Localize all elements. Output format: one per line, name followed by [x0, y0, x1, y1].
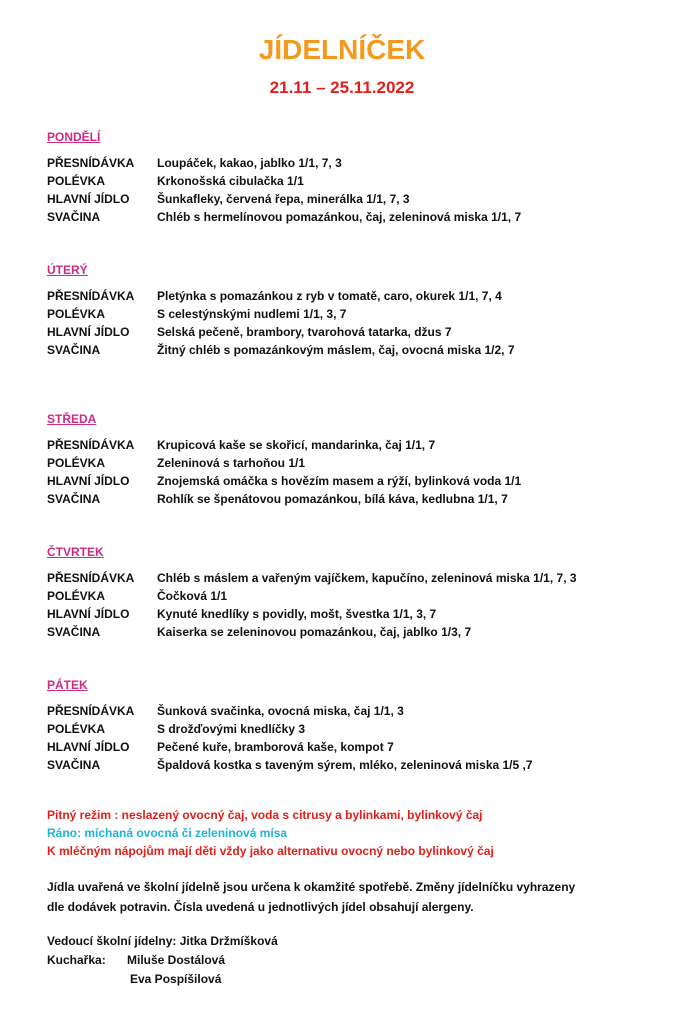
meal-label: SVAČINA [47, 758, 101, 772]
meal-dish: Chléb s máslem a vařeným vajíčkem, kapučíno, zeleninová miska 1/1, 7, 3 [157, 571, 577, 585]
meal-dish: Pletýnka s pomazánkou z ryb v tomatě, caro, okurek 1/1, 7, 4 [157, 289, 502, 303]
meal-dish: Čočková 1/1 [157, 589, 228, 603]
day-section-pondeli [47, 128, 667, 226]
meal-label: HLAVNÍ JÍDLO [47, 192, 130, 206]
day-section-patek [47, 676, 667, 774]
day-name: ÚTERÝ [47, 263, 88, 277]
meal-label: HLAVNÍ JÍDLO [47, 325, 130, 339]
meal-label: PŘESNÍDÁVKA [47, 571, 135, 585]
meal-label: PŘESNÍDÁVKA [47, 704, 135, 718]
milk-alternative-note: K mléčným nápojům mají děti vždy jako alternativu ovocný nebo bylinkový čaj [47, 844, 494, 858]
menu-row [47, 172, 667, 190]
meal-label: POLÉVKA [47, 456, 106, 470]
day-name: PONDĚLÍ [47, 130, 101, 144]
day-name: STŘEDA [47, 412, 97, 426]
drinking-regime-note: Pitný režim : neslazený ovocný čaj, voda s citrusy a bylinkami, bylinkový čaj [47, 808, 483, 822]
info-line: dle dodávek potravin. Čísla uvedená u jednotlivých jídel obsahují alergeny. [47, 900, 474, 914]
meal-dish: Selská pečeně, brambory, tvarohová tatarka, džus 7 [157, 325, 452, 339]
page-title: JÍDELNÍČEK [258, 34, 426, 65]
meal-dish: Zeleninová s tarhoňou 1/1 [157, 456, 306, 470]
meal-dish: Pečené kuře, bramborová kaše, kompot 7 [157, 740, 394, 754]
meal-label: POLÉVKA [47, 722, 106, 736]
menu-row [47, 623, 667, 641]
meal-label: HLAVNÍ JÍDLO [47, 740, 130, 754]
cook-name: Miluše Dostálová [127, 953, 226, 967]
meal-label: HLAVNÍ JÍDLO [47, 474, 130, 488]
menu-row [47, 756, 667, 774]
meal-label: PŘESNÍDÁVKA [47, 156, 135, 170]
cook-row [47, 951, 278, 970]
meal-dish: S drožďovými knedlíčky 3 [157, 722, 306, 736]
staff-block [47, 932, 278, 989]
meal-label: PŘESNÍDÁVKA [47, 289, 135, 303]
meal-label: HLAVNÍ JÍDLO [47, 607, 130, 621]
day-name: PÁTEK [47, 678, 88, 692]
meal-dish: Loupáček, kakao, jablko 1/1, 7, 3 [157, 156, 342, 170]
day-name: ČTVRTEK [47, 545, 104, 559]
meal-dish: Šunkafleky, červená řepa, minerálka 1/1, 7, 3 [157, 192, 410, 206]
meal-label: PŘESNÍDÁVKA [47, 438, 135, 452]
menu-row [47, 436, 667, 454]
meal-label: SVAČINA [47, 343, 101, 357]
menu-row [47, 341, 667, 359]
meal-label: SVAČINA [47, 210, 101, 224]
meal-dish: Znojemská omáčka s hovězím masem a rýží, bylinková voda 1/1 [157, 474, 522, 488]
meal-dish: Krkonošská cibulačka 1/1 [157, 174, 304, 188]
day-section-utery [47, 261, 667, 359]
meal-label: POLÉVKA [47, 307, 106, 321]
meal-label: SVAČINA [47, 625, 101, 639]
menu-row [47, 587, 667, 605]
meal-dish: Špaldová kostka s taveným sýrem, mléko, zeleninová miska 1/5 ,7 [157, 758, 533, 772]
menu-row [47, 208, 667, 226]
menu-row [47, 738, 667, 756]
cook-row [47, 970, 278, 989]
menu-row [47, 490, 667, 508]
date-range: 21.11 – 25.11.2022 [269, 78, 415, 97]
meal-dish: Žitný chléb s pomazánkovým máslem, čaj, ovocná miska 1/2, 7 [157, 343, 515, 357]
menu-row [47, 569, 667, 587]
cook-label: Kuchařka: [47, 953, 106, 967]
meal-label: SVAČINA [47, 492, 101, 506]
meal-dish: S celestýnskými nudlemi 1/1, 3, 7 [157, 307, 347, 321]
meal-dish: Rohlík se špenátovou pomazánkou, bílá káva, kedlubna 1/1, 7 [157, 492, 508, 506]
meal-label: POLÉVKA [47, 589, 106, 603]
menu-row [47, 720, 667, 738]
meal-dish: Šunková svačinka, ovocná miska, čaj 1/1, 3 [157, 704, 404, 718]
menu-row [47, 454, 667, 472]
meal-dish: Kynuté knedlíky s povidly, mošt, švestka 1/1, 3, 7 [157, 607, 437, 621]
drink-notes [47, 806, 494, 860]
menu-row [47, 154, 667, 172]
cook-name: Eva Pospíšilová [130, 972, 222, 986]
meal-dish: Krupicová kaše se skořicí, mandarinka, čaj 1/1, 7 [157, 438, 436, 452]
menu-row [47, 702, 667, 720]
morning-note: Ráno: míchaná ovocná či zeleninová mísa [47, 826, 288, 840]
menu-row [47, 472, 667, 490]
info-line: Jídla uvařená ve školní jídelně jsou určena k okamžité spotřebě. Změny jídelníčku vyhrazeny [47, 880, 576, 894]
meal-label: POLÉVKA [47, 174, 106, 188]
day-section-streda [47, 410, 667, 508]
menu-row [47, 287, 667, 305]
menu-row [47, 190, 667, 208]
menu-row [47, 305, 667, 323]
head-of-canteen: Vedoucí školní jídelny: Jitka Držmíšková [47, 934, 278, 948]
day-section-ctvrtek [47, 543, 667, 641]
info-paragraph [47, 877, 647, 917]
menu-row [47, 323, 667, 341]
meal-dish: Kaiserka se zeleninovou pomazánkou, čaj, jablko 1/3, 7 [157, 625, 472, 639]
meal-dish: Chléb s hermelínovou pomazánkou, čaj, zeleninová miska 1/1, 7 [157, 210, 522, 224]
menu-row [47, 605, 667, 623]
